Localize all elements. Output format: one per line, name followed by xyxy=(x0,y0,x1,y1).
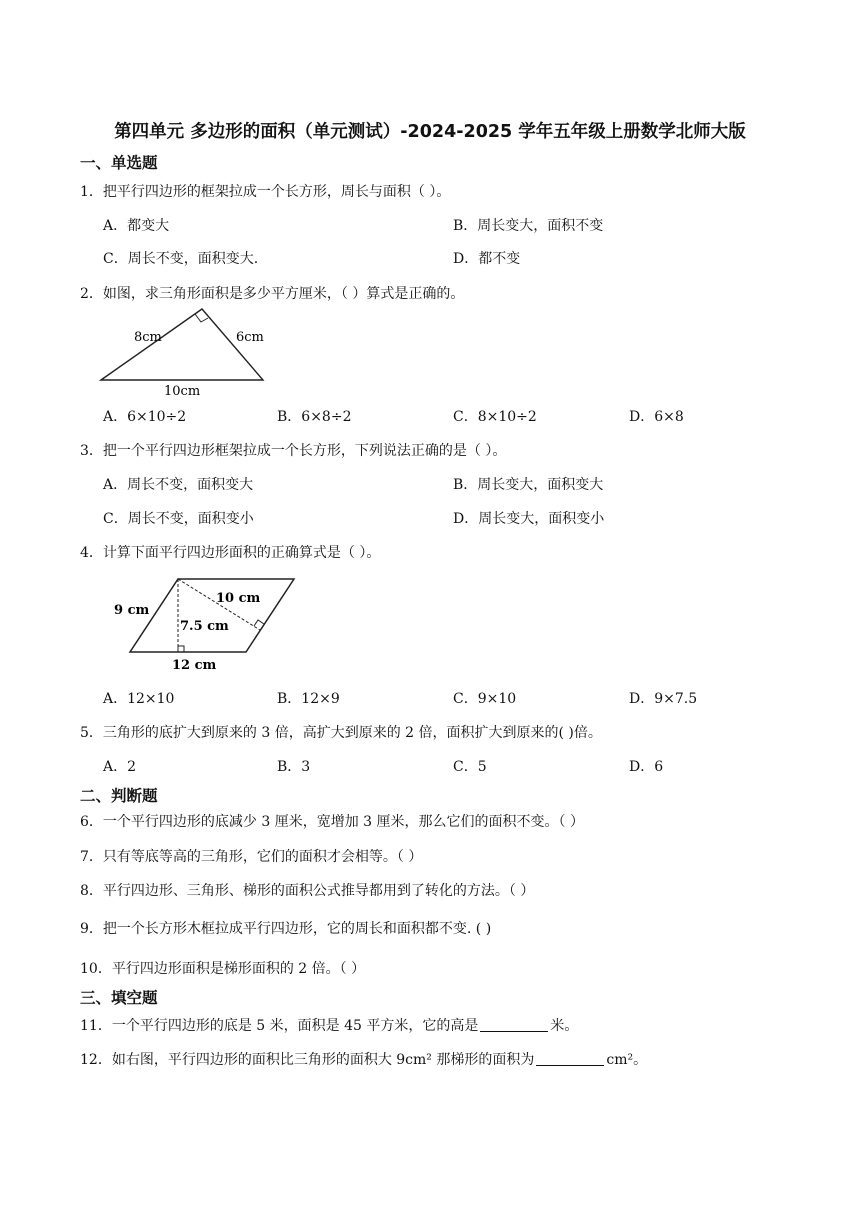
q4-option-c: C．9×10 xyxy=(453,691,517,707)
q2-option-d: D．6×8 xyxy=(629,409,684,425)
triangle-label-right: 6cm xyxy=(236,330,264,345)
q11-unit: 米。 xyxy=(550,1018,579,1034)
q1-option-b: B．周长变大，面积不变 xyxy=(453,218,604,234)
q3-option-d: D．周长变大，面积变小 xyxy=(453,511,605,527)
q1-option-a: A．都变大 xyxy=(103,218,170,234)
section-heading-true-false: 二、判断题 xyxy=(80,787,158,805)
q11-blank[interactable] xyxy=(480,1017,548,1032)
q2-option-c: C．8×10÷2 xyxy=(453,409,537,425)
q2-option-a: A．6×10÷2 xyxy=(103,409,187,425)
q4-option-d: D．9×7.5 xyxy=(629,691,698,707)
question-4: 4．计算下面平行四边形面积的正确算式是（ ）。 xyxy=(80,545,381,561)
question-12 xyxy=(80,1049,647,1069)
q3-option-b: B．周长变大，面积变大 xyxy=(453,477,604,493)
section-heading-single-choice: 一、单选题 xyxy=(80,154,158,172)
triangle-label-base: 10cm xyxy=(164,384,201,398)
q12-unit: cm²。 xyxy=(606,1052,648,1068)
question-7: 7．只有等底等高的三角形，它们的面积才会相等。（ ） xyxy=(80,849,423,865)
question-11 xyxy=(80,1015,578,1035)
question-1: 1．把平行四边形的框架拉成一个长方形，周长与面积（ ）。 xyxy=(80,184,451,200)
q2-option-b: B．6×8÷2 xyxy=(277,409,352,425)
question-2: 2．如图，求三角形面积是多少平方厘米，（ ）算式是正确的。 xyxy=(80,286,465,302)
triangle-label-left: 8cm xyxy=(134,330,162,345)
q1-option-d: D．都不变 xyxy=(453,251,521,267)
question-5: 5．三角形的底扩大到原来的 3 倍，高扩大到原来的 2 倍，面积扩大到原来的( )倍。 xyxy=(80,725,602,741)
section-heading-fill-blank: 三、填空题 xyxy=(80,989,158,1007)
question-9: 9．把一个长方形木框拉成平行四边形，它的周长和面积都不变. ( ) xyxy=(80,921,492,937)
question-3: 3．把一个平行四边形框架拉成一个长方形，下列说法正确的是（ ）。 xyxy=(80,443,507,459)
parallelogram-label-base: 12 cm xyxy=(172,658,217,673)
q1-option-c: C．周长不变，面积变大. xyxy=(103,251,259,267)
q12-text: 12．如右图，平行四边形的面积比三角形的面积大 9cm² 那梯形的面积为 xyxy=(80,1052,535,1068)
q4-option-b: B．12×9 xyxy=(277,691,340,707)
question-6: 6．一个平行四边形的底减少 3 厘米，宽增加 3 厘米，那么它们的面积不变。（ ） xyxy=(80,814,584,830)
q5-option-d: D．6 xyxy=(629,759,664,775)
q3-option-a: A．周长不变，面积变大 xyxy=(103,477,254,493)
parallelogram-figure xyxy=(110,572,300,674)
question-8: 8．平行四边形、三角形、梯形的面积公式推导都用到了转化的方法。（ ） xyxy=(80,883,535,899)
parallelogram-label-height: 7.5 cm xyxy=(180,619,229,634)
q4-option-a: A．12×10 xyxy=(103,691,175,707)
parallelogram-label-side: 9 cm xyxy=(114,603,150,618)
triangle-figure xyxy=(96,306,271,398)
parallelogram-label-diagonal: 10 cm xyxy=(216,591,261,606)
q5-option-a: A．2 xyxy=(103,759,137,775)
q3-option-c: C．周长不变，面积变小 xyxy=(103,511,254,527)
q5-option-c: C．5 xyxy=(453,759,487,775)
q12-blank[interactable] xyxy=(536,1051,604,1066)
q11-text: 11．一个平行四边形的底是 5 米，面积是 45 平方米，它的高是 xyxy=(80,1018,479,1034)
q5-option-b: B．3 xyxy=(277,759,311,775)
page-title: 第四单元 多边形的面积（单元测试）-2024-2025 学年五年级上册数学北师大版 xyxy=(114,122,746,142)
question-10: 10．平行四边形面积是梯形面积的 2 倍。（ ） xyxy=(80,961,366,977)
